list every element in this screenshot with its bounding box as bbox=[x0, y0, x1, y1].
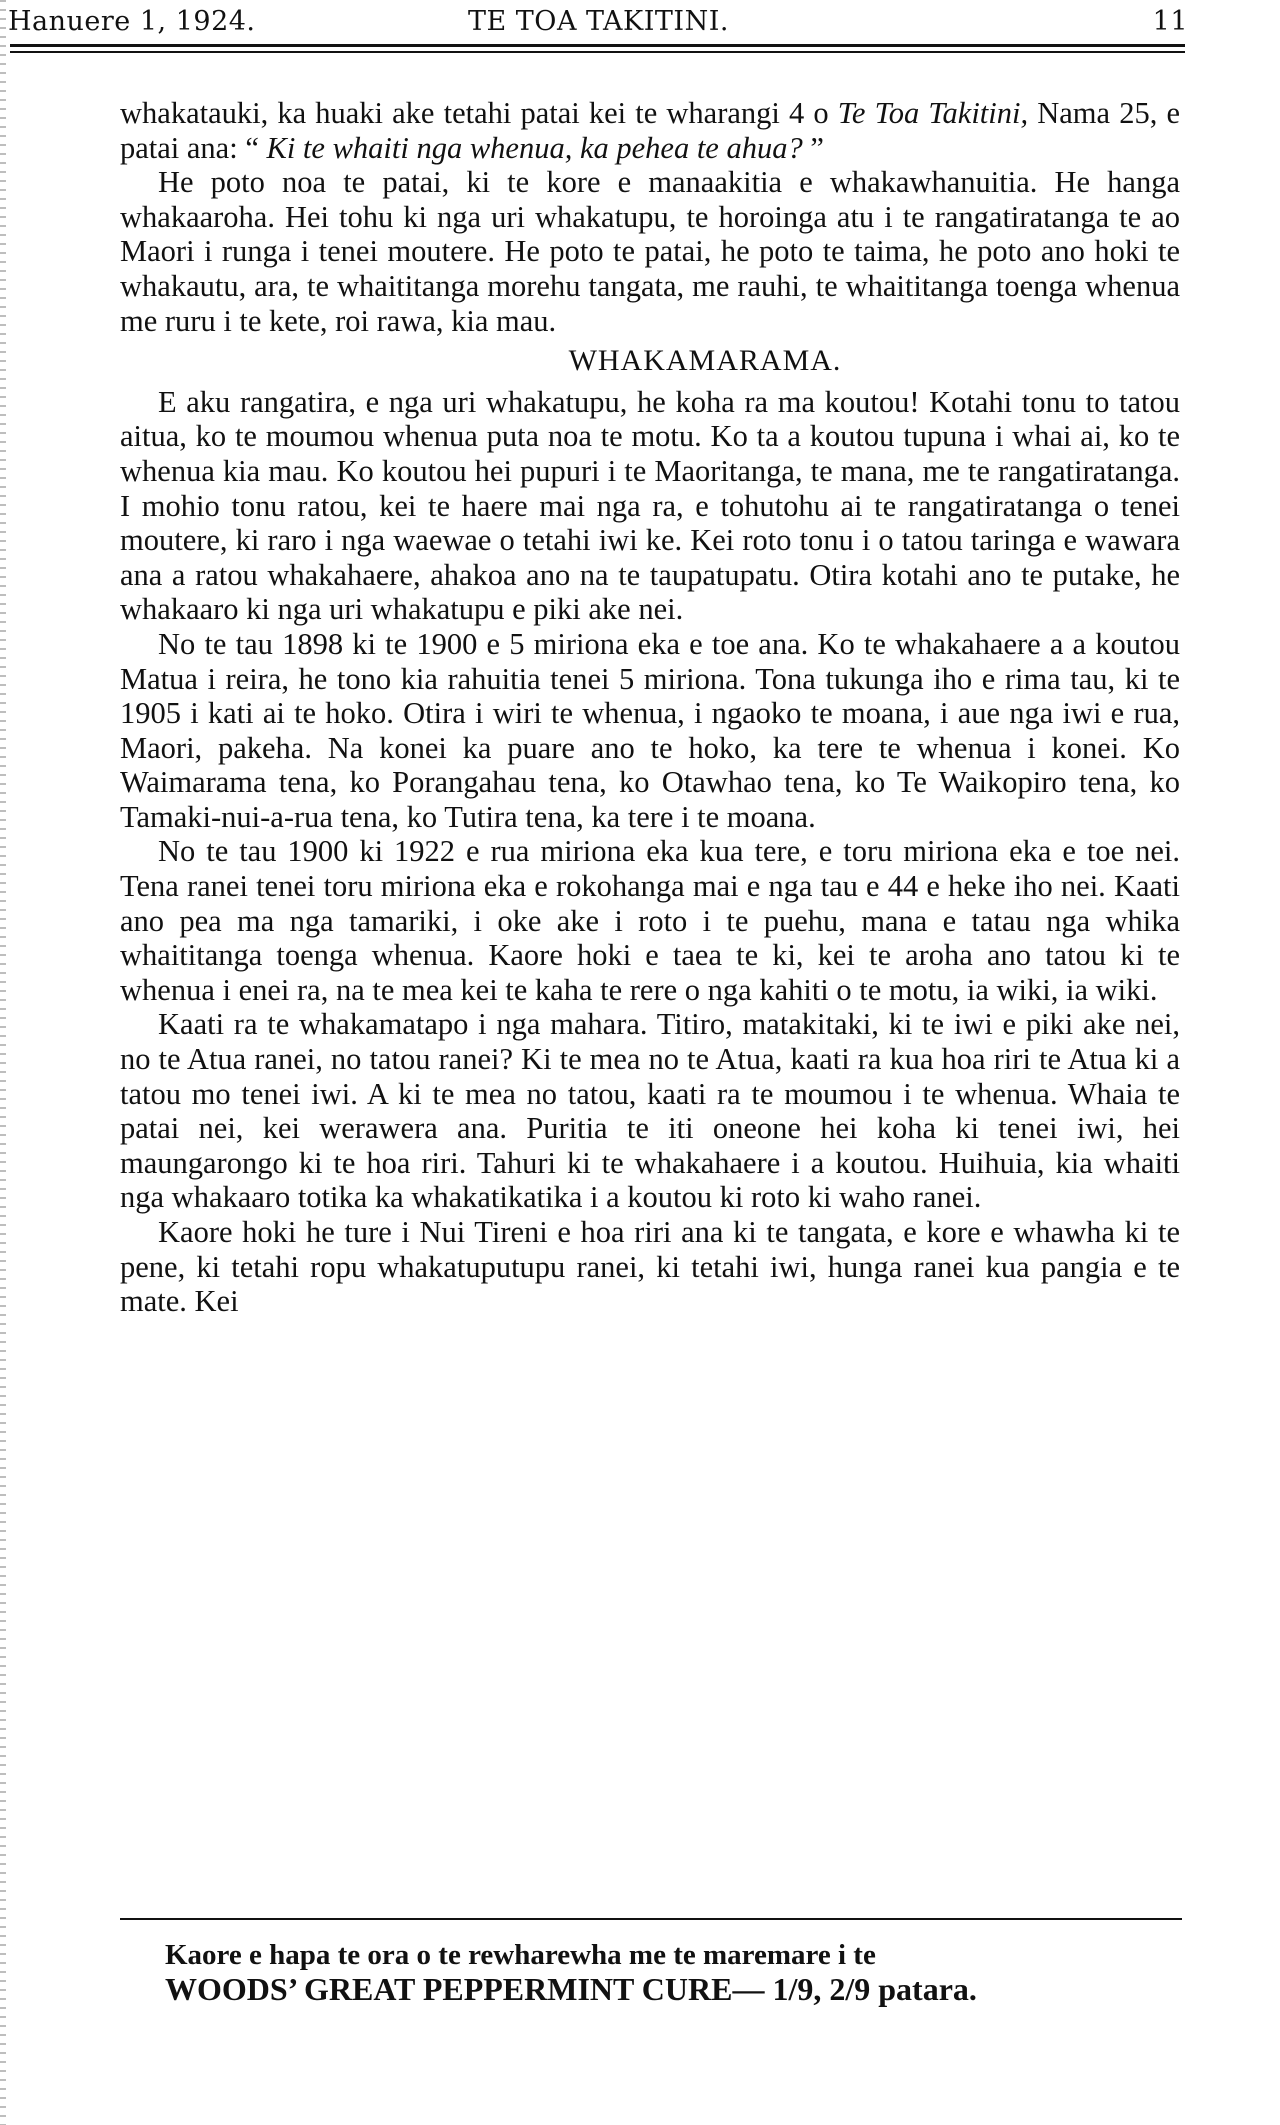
page-edge-binding bbox=[0, 0, 6, 2125]
advertisement bbox=[165, 1938, 1185, 2006]
paragraph-2: He poto noa te patai, ki te kore e manaakitia e whakawhanuitia. He hanga whakaaroha. Hei tohu ki nga uri whakatupu, te horoinga atu i te rangatiratanga te ao Maori i runga i tenei moutere. He poto te patai, he poto te taima, he poto ano hoki te whakautu, ara, te whaititanga morehu tangata, me rauhi, te whaititanga toenga whenua me ruru i te kete, roi rawa, kia mau. bbox=[120, 165, 1180, 338]
paragraph-1 bbox=[120, 96, 1180, 165]
paragraph-6: Kaati ra te whakamatapo i nga mahara. Titiro, matakitaki, ki te iwi e piki ake nei, no te Atua ranei, no tatou ranei? Ki te mea no te Atua, kaati ra kua hoa riri te Atua ki a tatou mo tenei iwi. A ki te mea no tatou, kaati ra te moumou i te whenua. Whaia te patai nei, kei werawera ana. Puritia te iti oneone hei koha ki tenei iwi, hei maungarongo ki te hoa riri. Tahuri ki te whakahaere i a koutou. Huihuia, kia whaiti nga whakaaro totika ka whakatikatika i a koutou ki roto ki waho ranei. bbox=[120, 1007, 1180, 1215]
paragraph-1-text-b: Nama 25, e patai ana: “ bbox=[120, 96, 1180, 165]
article-body bbox=[120, 96, 1180, 1319]
advert-line-1: Kaore e hapa te ora o te rewharewha me te maremare i te bbox=[165, 1939, 876, 1971]
paragraph-1-text-c: ” bbox=[810, 130, 824, 165]
paragraph-1-italic-title: Te Toa Takitini, bbox=[837, 96, 1029, 130]
page-header bbox=[8, 6, 1188, 46]
publication-title: TE TOA TAKITINI. bbox=[468, 6, 729, 37]
section-subheading: WHAKAMARAMA. bbox=[568, 344, 842, 378]
page-number: 11 bbox=[1152, 6, 1188, 37]
paragraph-1-italic-quote: Ki te whaiti nga whenua, ka pehea te ahua? bbox=[266, 130, 811, 165]
header-rule-thick bbox=[10, 44, 1185, 47]
paragraph-1-text-a: whakatauki, ka huaki ake tetahi patai kei te wharangi 4 o bbox=[120, 96, 838, 130]
paragraph-3: E aku rangatira, e nga uri whakatupu, he koha ra ma koutou! Kotahi tonu to tatou aitua, ko te moumou whenua puta noa te motu. Ko ta a koutou tupuna i whai ai, ko te whenua kia mau. Ko koutou hei pupuri i te Maoritanga, te mana, me te rangatiratanga. I mohio tonu ratou, kei te haere mai nga ra, e tohutohu ai te rangatiratanga o tenei moutere, ki raro i nga waewae o tetahi iwi ke. Kei roto tonu i o tatou taringa e wawara ana a ratou whakahaere, ahakoa ano na te taupatupatu. Otira kotahi ano te putake, he whakaaro ki nga uri whakatupu e piki ake nei. bbox=[120, 384, 1180, 627]
paragraph-4: No te tau 1898 ki te 1900 e 5 miriona eka e toe ana. Ko te whakahaere a a koutou Matua i reira, he tono kia rahuitia tenei 5 miriona. Tona tukunga iho e rima tau, ki te 1905 i kati ai te hoko. Otira i wiri te whenua, i ngaoko te moana, i aue nga iwi e rua, Maori, pakeha. Na konei ka puare ano te hoko, ka tere te whenua i konei. Ko Waimarama tena, ko Porangahau tena, ko Otawhao tena, ko Te Waikopiro tena, ko Tamaki-nui-a-rua tena, ko Tutira tena, ka tere i te moana. bbox=[120, 626, 1180, 834]
paragraph-5: No te tau 1900 ki 1922 e rua miriona eka kua tere, e toru miriona eka e toe nei. Tena ranei tenei toru miriona eka e rokohanga mai e nga tau e 44 e heke iho nei. Kaati ano pea ma nga tamariki, i oke ake i roto i te puehu, mana e tatau nga whika whaititanga toenga whenua. Kaore hoki e taea te ki, kei te aroha ano tatou ki te whenua i enei ra, na te mea kei te kaha te rere o nga kahiti o te motu, ia wiki, ia wiki. bbox=[120, 834, 1180, 1007]
paragraph-7: Kaore hoki he ture i Nui Tireni e hoa riri ana ki te tangata, e kore e whawha ki te pene, ki tetahi ropu whakatuputupu ranei, ki tetahi iwi, hunga ranei kua pangia e te mate. Kei bbox=[120, 1215, 1180, 1319]
issue-date: Hanuere 1, 1924. bbox=[8, 6, 256, 37]
header-rule-thin bbox=[10, 51, 1185, 53]
advert-line-2: WOODS’ GREAT PEPPERMINT CURE— 1/9, 2/9 patara. bbox=[165, 1971, 977, 2007]
footer-rule bbox=[120, 1918, 1182, 1920]
